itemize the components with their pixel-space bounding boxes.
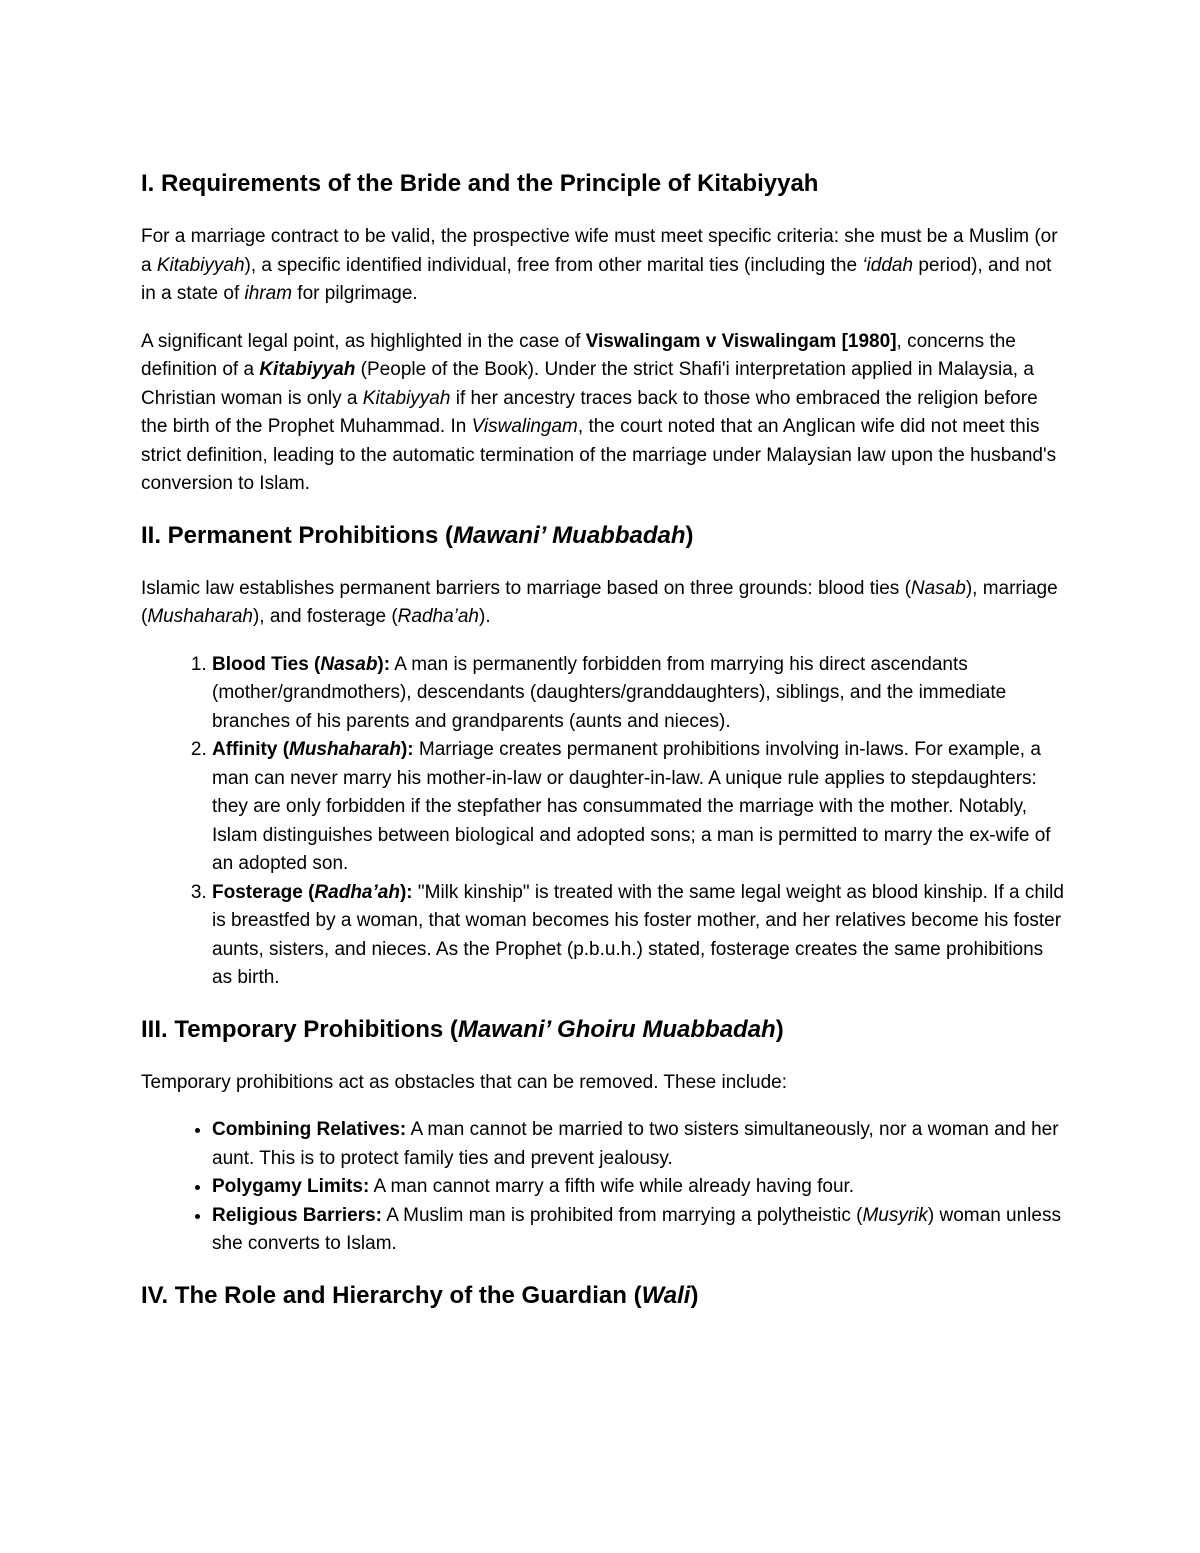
list-item: • Polygamy Limits: A man cannot marry a fifth wife while already having four.	[212, 1173, 1066, 1202]
section-3-heading: III. Temporary Prohibitions (Mawani’ Ghoiru Muabbadah)	[141, 1015, 784, 1043]
section-2-intro: Islamic law establishes permanent barriers to marriage based on three grounds: blood ties (Nasab), marriage (Mushaharah), and fosterage (Radha’ah).	[141, 577, 1058, 627]
section-3-intro: Temporary prohibitions act as obstacles that can be removed. These include:	[141, 1071, 787, 1093]
document-body	[141, 168, 1066, 1335]
list-item: 2. Affinity (Mushaharah): Marriage creates permanent prohibitions involving in-laws. For example, a man can never marry his mother-in-law or daughter-in-law. A unique rule applies to stepdaughters: they are only forbidden if the stepfather has consummated the marriage with the mother. Notably, Islam distinguishes between biological and adopted sons; a man is permitted to marry the ex-wife of an adopted son.	[212, 736, 1066, 879]
list-item: 3. Fosterage (Radha’ah): "Milk kinship" is treated with the same legal weight as blood kinship. If a child is breastfed by a woman, that woman becomes his foster mother, and her relatives become his foster aunts, sisters, and nieces. As the Prophet (p.b.u.h.) stated, fosterage creates the same prohibitions as birth.	[212, 879, 1066, 993]
section-1-heading: I. Requirements of the Bride and the Principle of Kitabiyyah	[141, 170, 819, 197]
list-item: • Combining Relatives: A man cannot be married to two sisters simultaneously, nor a woman and her aunt. This is to protect family ties and prevent jealousy.	[212, 1116, 1066, 1173]
section-2-heading: II. Permanent Prohibitions (Mawani’ Muabbadah)	[141, 521, 694, 549]
section-4-heading: IV. The Role and Hierarchy of the Guardian (Wali)	[141, 1281, 699, 1309]
section-1-paragraph-1: For a marriage contract to be valid, the prospective wife must meet specific criteria: she must be a Muslim (or a Kitabiyyah), a specific identified individual, free from other marital ties (including the ‘iddah period), and not in a state of ihram for pilgrimage.	[141, 226, 1058, 304]
section-1-paragraph-2: A significant legal point, as highlighted in the case of Viswalingam v Viswalingam [1980], concerns the definition of a Kitabiyyah (People of the Book). Under the strict Shafi'i interpretation applied in Malaysia, a Christian woman is only a Kitabiyyah if her ancestry traces back to those who embraced the religion before the birth of the Prophet Muhammad. In Viswalingam, the court noted that an Anglican wife did not meet this strict definition, leading to the automatic termination of the marriage under Malaysian law upon the husband's conversion to Islam.	[141, 330, 1057, 494]
list-item: • Religious Barriers: A Muslim man is prohibited from marrying a polytheistic (Musyrik) woman unless she converts to Islam.	[212, 1202, 1066, 1259]
permanent-prohibitions-list	[141, 651, 1066, 993]
temporary-prohibitions-list	[141, 1116, 1066, 1259]
list-item: 1. Blood Ties (Nasab): A man is permanently forbidden from marrying his direct ascendants (mother/grandmothers), descendants (daughters/granddaughters), siblings, and the immediate branches of his parents and grandparents (aunts and nieces).	[212, 651, 1066, 737]
